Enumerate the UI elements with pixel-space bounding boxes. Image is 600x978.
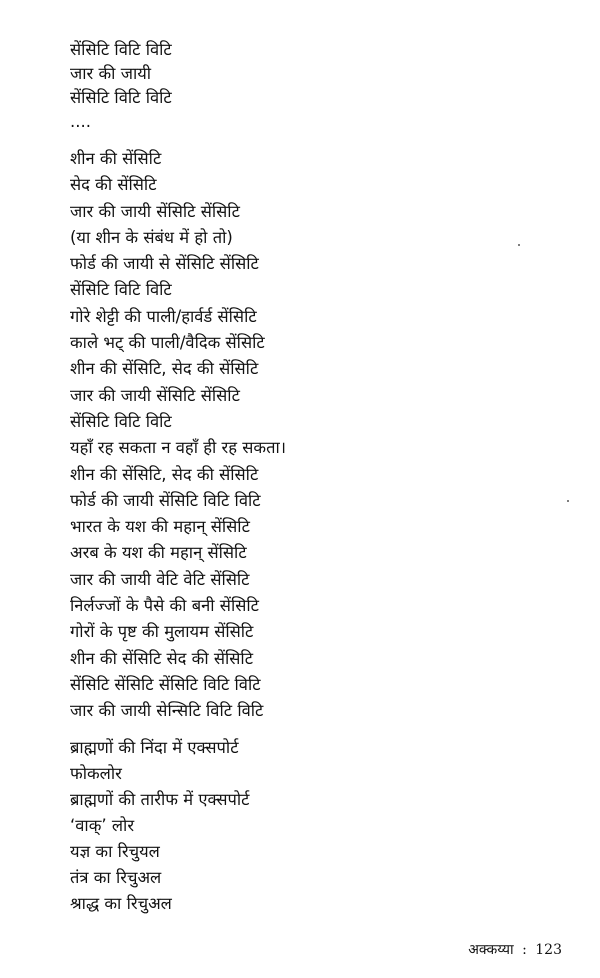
- poem-line: ब्राह्मणों की निंदा में एक्सपोर्ट: [70, 738, 239, 757]
- scan-speck: [567, 500, 569, 502]
- poem-line: सेंसिटि सेंसिटि सेंसिटि विटि विटि: [70, 674, 261, 694]
- poem-line: सेंसिटि विटि विटि: [70, 40, 172, 59]
- poem-line: शीन की सेंसिटि सेद की सेंसिटि: [70, 648, 254, 668]
- poem-line: फोकलोर: [70, 764, 122, 783]
- stanza: [70, 146, 550, 725]
- poem-line: भारत के यश की महान् सेंसिटि: [70, 517, 250, 537]
- poem-line: जार की जायी सेंसिटि सेंसिटि: [70, 201, 240, 221]
- poem-line: सेद की सेंसिटि: [70, 175, 157, 195]
- poem-line: जार की जायी सेंसिटि सेंसिटि: [70, 385, 240, 405]
- poem-line: जार की जायी वेटि वेटि सेंसिटि: [70, 569, 250, 589]
- scan-speck: [518, 244, 520, 246]
- poem-line: सेंसिटि विटि विटि: [70, 280, 172, 300]
- poem-line: फोर्ड की जायी सेंसिटि विटि विटि: [70, 490, 261, 510]
- poem-line: सेंसिटि विटि विटि: [70, 411, 172, 431]
- poem-line: शीन की सेंसिटि, सेद की सेंसिटि: [70, 464, 259, 484]
- poem-line: यहाँ रह सकता न वहाँ ही रह सकता।: [70, 438, 287, 458]
- running-title: अक्कय्या: [468, 942, 514, 958]
- poem-line: जार की जायी सेन्सिटि विटि विटि: [70, 701, 264, 721]
- page-footer: [468, 940, 562, 960]
- poem-line: सेंसिटि विटि विटि: [70, 88, 172, 107]
- poem-line: ‘वाक्’ लोर: [70, 816, 135, 835]
- poem-line: ब्राह्मणों की तारीफ में एक्सपोर्ट: [70, 790, 250, 809]
- poem-line: तंत्र का रिचुअल: [70, 868, 162, 887]
- poem-line: गोरों के पृष्ट की मुलायम सेंसिटि: [70, 622, 254, 642]
- poem-line: यज्ञ का रिचुयल: [70, 842, 160, 861]
- poem-line: शीन की सेंसिटि, सेद की सेंसिटि: [70, 359, 259, 379]
- poem-line: (या शीन के संबंध में हो तो): [70, 227, 233, 247]
- poem-line: श्राद्ध का रिचुअल: [70, 894, 172, 913]
- poem-line: गोरे शेट्टी की पाली/हार्वर्ड सेंसिटि: [70, 306, 257, 326]
- poem-line: फोर्ड की जायी से सेंसिटि सेंसिटि: [70, 254, 259, 274]
- poem-line: अरब के यश की महान् सेंसिटि: [70, 543, 247, 563]
- stanza: [70, 735, 550, 917]
- footer-separator: :: [522, 942, 527, 958]
- page-number: 123: [535, 942, 562, 958]
- stanza: [70, 38, 550, 134]
- poem-line: ....: [70, 112, 91, 131]
- poem-line: काले भट् की पाली/वैदिक सेंसिटि: [70, 333, 265, 353]
- poem-line: जार की जायी: [70, 64, 152, 83]
- poem-line: शीन की सेंसिटि: [70, 149, 162, 168]
- poem-line: निर्लज्जों के पैसे की बनी सेंसिटि: [70, 596, 259, 616]
